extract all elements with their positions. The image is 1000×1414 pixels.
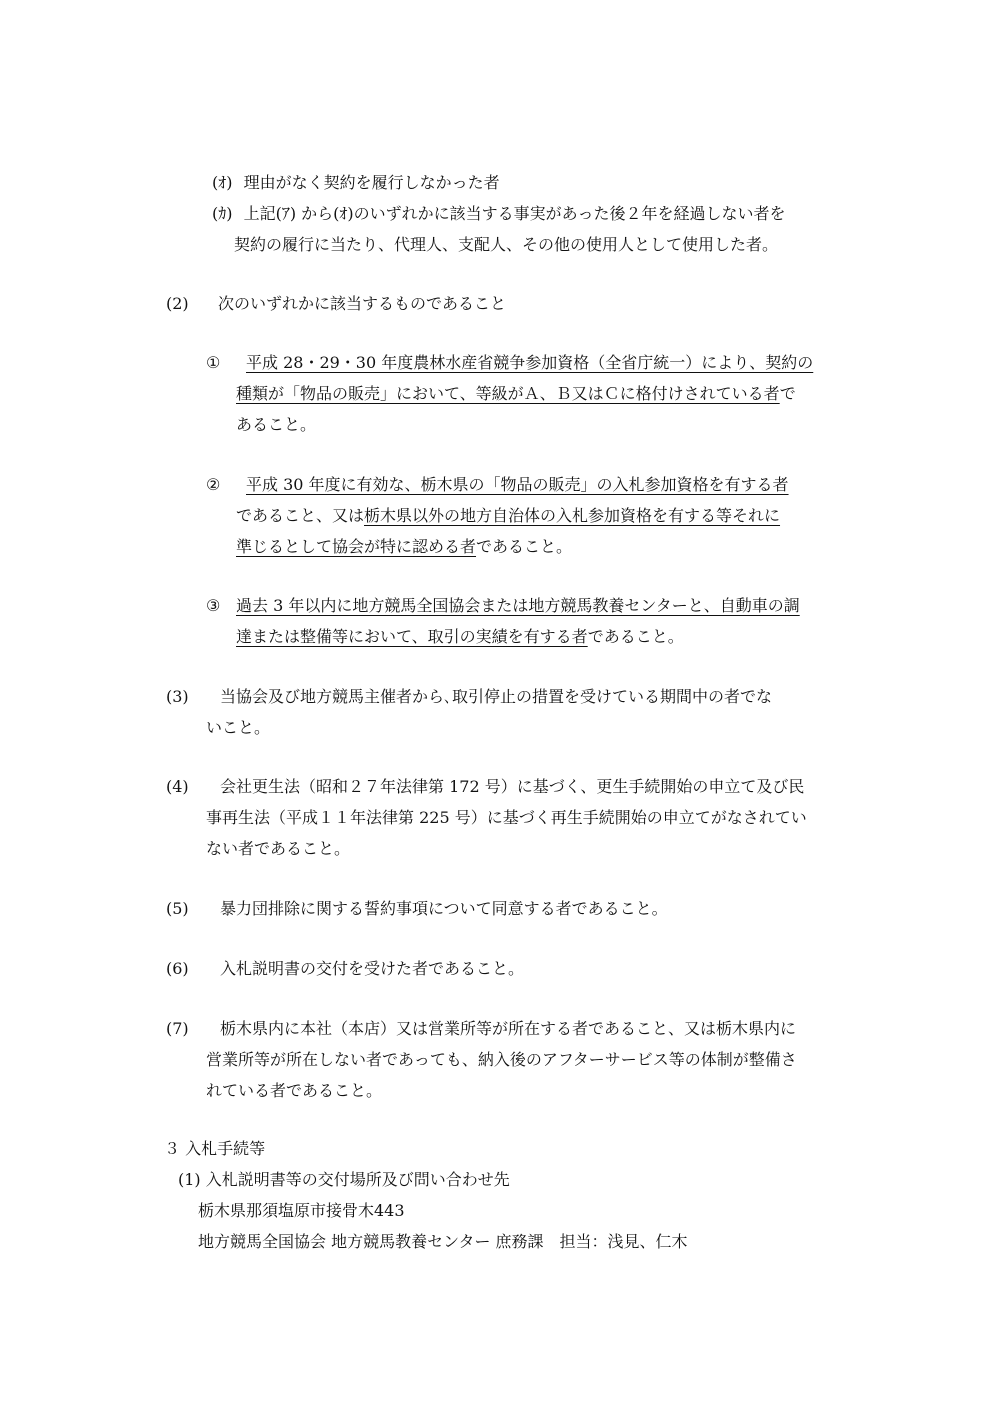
item-ka xyxy=(212,203,786,225)
part3-contact: 地方競馬全国協会 地方競馬教養センター 庶務課 担当：浅見、仁木 xyxy=(198,1232,688,1251)
sec4-line3: ない者であること。 xyxy=(206,839,351,858)
item-ka-line1: 上記(ｱ) から(ｵ)のいずれかに該当する事実があった後２年を経過しない者を xyxy=(243,204,786,223)
item-ka-line2: 契約の履行に当たり、代理人、支配人、その他の使用人として使用した者。 xyxy=(234,235,779,254)
item-ka-marker: (ｶ) xyxy=(212,204,233,223)
sec2-c2-line2-plain: であること、又は xyxy=(236,506,365,525)
sec4-line1: 会社更生法（昭和２７年法律第 172 号）に基づく、更生手続開始の申立て及び民 xyxy=(220,777,805,796)
sec4-marker: (4) xyxy=(166,777,189,796)
sec7-line3: れている者であること。 xyxy=(206,1081,383,1100)
sec3-line2: いこと。 xyxy=(206,718,271,737)
sec5-marker: (5) xyxy=(166,899,189,918)
sec2-c2-line3-rest: であること。 xyxy=(476,537,573,556)
part3-item1: (1) 入札説明書等の交付場所及び問い合わせ先 xyxy=(178,1170,510,1189)
sec3-marker: (3) xyxy=(166,687,189,706)
sec2-c2-line2 xyxy=(236,505,780,527)
sec2-c2-line3-underlined: 準じるとして協会が特に認める者 xyxy=(236,537,477,556)
sec2-c3-line2-underlined: 達または整備等において、取引の実績を有する者 xyxy=(236,627,588,646)
sec2-c2-line2-underlined: 栃木県以外の地方自治体の入札参加資格を有する等それに xyxy=(364,506,781,525)
sec2-c1-line2 xyxy=(236,383,796,405)
sec3-line1: 当協会及び地方競馬主催者から､取引停止の措置を受けている期間中の者でな xyxy=(220,687,773,706)
sec2-c1-line3: あること。 xyxy=(236,415,317,434)
sec7-line1: 栃木県内に本社（本店）又は営業所等が所在する者であること、又は栃木県内に xyxy=(220,1019,797,1038)
item-o xyxy=(212,172,500,194)
sec6-line1: 入札説明書の交付を受けた者であること。 xyxy=(220,959,525,978)
sec6-marker: (6) xyxy=(166,959,189,978)
sec2-c3-line2 xyxy=(236,626,684,648)
sec2-marker: (2) xyxy=(166,294,189,313)
sec2-c3-line2-rest: であること。 xyxy=(587,627,684,646)
part3-address: 栃木県那須塩原市接骨木443 xyxy=(198,1201,405,1220)
sec4-line2: 事再生法（平成１１年法律第 225 号）に基づく再生手続開始の申立てがなされてい xyxy=(206,808,807,827)
part3-heading: ３ 入札手続等 xyxy=(164,1139,266,1158)
item-o-marker: (ｵ) xyxy=(212,173,233,192)
sec5-line1: 暴力団排除に関する誓約事項について同意する者であること。 xyxy=(220,899,668,918)
sec2-c2-line1: 平成 30 年度に有効な、栃木県の「物品の販売」の入札参加資格を有する者 xyxy=(246,475,789,494)
sec2-c1-line1: 平成 28・29・30 年度農林水産省競争参加資格（全省庁統一）により、契約の xyxy=(246,353,814,372)
sec7-line2: 営業所等が所在しない者であっても、納入後のアフターサービス等の体制が整備さ xyxy=(206,1050,797,1069)
sec2-c1-marker: ① xyxy=(206,353,221,372)
sec2-c1-line2-rest: で xyxy=(779,384,796,403)
sec2-heading: 次のいずれかに該当するものであること xyxy=(218,294,507,313)
sec2-c1-line2-underlined: 種類が「物品の販売」において、等級がＡ、Ｂ又はＣに格付けされている者 xyxy=(236,384,780,403)
sec2-c3-marker: ③ xyxy=(206,596,221,615)
sec2-c2-marker: ② xyxy=(206,475,221,494)
sec2-c2-line3 xyxy=(236,536,572,558)
sec2-c3-line1: 過去 3 年以内に地方競馬全国協会または地方競馬教養センターと、自動車の調 xyxy=(236,596,800,615)
item-o-text: 理由がなく契約を履行しなかった者 xyxy=(243,173,500,192)
sec7-marker: (7) xyxy=(166,1019,189,1038)
